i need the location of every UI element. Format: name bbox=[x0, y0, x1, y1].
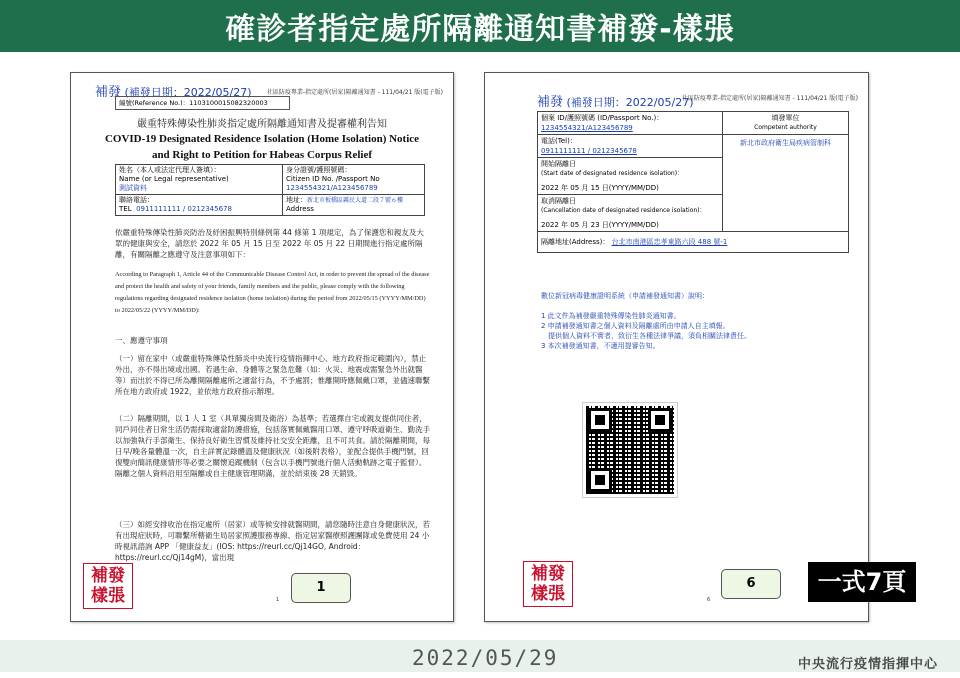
page-title: 確診者指定處所隔離通知書補發-樣張 bbox=[0, 0, 960, 52]
authority-label: 填發單位 bbox=[771, 114, 800, 122]
footer bbox=[0, 640, 960, 678]
address-cell bbox=[538, 232, 849, 253]
section-heading: 一、應遵守事項 bbox=[115, 336, 168, 345]
page-callout: 1 bbox=[291, 573, 351, 603]
page-number: 1 bbox=[276, 597, 280, 603]
id-label: 個案 ID/護照號碼 (ID/Passport No.)： bbox=[541, 114, 664, 122]
tel-cell bbox=[538, 135, 723, 158]
footer-org: 中央流行疫情指揮中心 bbox=[797, 657, 938, 672]
authority-value: 新北市政府衛生局疾病管制科 bbox=[740, 139, 831, 147]
start-date-label: 開始隔離日 bbox=[541, 160, 576, 168]
tel-value: 0911111111 / 0212345678 bbox=[136, 205, 232, 213]
qr-finder bbox=[648, 408, 672, 432]
cancel-date-cell bbox=[538, 195, 723, 232]
authority-cell bbox=[723, 112, 849, 135]
cancel-date-label-en: (Cancellation date of designated residence isolation)： bbox=[541, 207, 706, 214]
qr-finder bbox=[588, 468, 612, 492]
address-value: 台北市南港區忠孝東路六段 488 號-1 bbox=[611, 238, 728, 246]
address-cell bbox=[283, 195, 425, 216]
note-item: 2 申請補發通知書之個人資料及隔離處所由申請人自主填報。 bbox=[541, 322, 730, 330]
total-pages-label: 一式7頁 bbox=[808, 562, 916, 602]
reissue-stamp: 補發 樣張 bbox=[523, 561, 573, 607]
reissue-label: 補發 bbox=[537, 95, 564, 110]
start-date-label-en: (Start date of designated residence isolation)： bbox=[541, 170, 684, 177]
footer-strip bbox=[0, 672, 960, 678]
en-intro-paragraph: According to Paragraph 1, Article 44 of the Communicable Disease Control Act, in order to prevent the spread of the disease and protect the health and safety of your friends, family members and the public, please comply with the following regulations regarding designated residence isolation (home isolation) during the period from 2022/05/15 (YYYY/MM/DD) to 2022/05/22 (YYYY/MM/DD): bbox=[115, 271, 430, 314]
id-value: 1234554321/A123456789 bbox=[286, 184, 378, 192]
id-cell bbox=[538, 112, 723, 135]
id-cell bbox=[283, 165, 425, 195]
note-item: 3 本次補發通知書，不適用提審告知。 bbox=[541, 342, 660, 350]
reissue-label: 補發 bbox=[95, 85, 122, 100]
form-version: 社區防疫專業-指定處所(居家)隔離通知書 - 111/04/21 版(電子版) bbox=[266, 89, 443, 96]
tel-cell bbox=[116, 195, 283, 216]
en-title-line-1: COVID-19 Designated Residence Isolation (Home Isolation) Notice bbox=[104, 133, 420, 145]
en-title-line-2: and Right to Petition for Habeas Corpus Relief bbox=[151, 149, 373, 161]
notice-page-6 bbox=[484, 72, 869, 622]
cancel-date-value: 2022 年 05 月 23 日(YYYY/MM/DD) bbox=[541, 221, 659, 229]
id-value: 1234554321/A123456789 bbox=[541, 124, 633, 132]
tel-value: 0911111111 / 0212345678 bbox=[541, 147, 637, 155]
name-label-en: Name (or Legal representative) bbox=[119, 175, 229, 183]
footer-date: 2022/05/29 bbox=[412, 646, 559, 670]
form-version: 社區防疫專業-指定處所(居家)隔離通知書 - 111/04/21 版(電子版) bbox=[681, 95, 858, 102]
address-label: 地址： bbox=[286, 196, 307, 204]
id-label: 身分證號/護照號碼： bbox=[286, 166, 352, 174]
tel-label: 聯絡電話： bbox=[119, 196, 154, 204]
start-date-value: 2022 年 05 月 15 日(YYYY/MM/DD) bbox=[541, 184, 659, 192]
reissue-date: (補發日期：2022/05/27) bbox=[566, 96, 694, 109]
notice-page-1 bbox=[70, 72, 454, 622]
authority-value-cell bbox=[723, 135, 849, 232]
reissue-header bbox=[537, 91, 694, 110]
personal-info-table bbox=[115, 164, 425, 216]
reissue-date: (補發日期：2022/05/27) bbox=[124, 86, 252, 99]
address-label: 隔離地址(Address)： bbox=[541, 238, 610, 246]
address-label-en: Address bbox=[286, 205, 314, 213]
page-callout: 6 bbox=[721, 569, 781, 599]
name-cell bbox=[116, 165, 283, 195]
authority-label-en: Competent authority bbox=[754, 124, 817, 131]
note-item: 提供個人資料不實者，致衍生各種法律爭議，須負相關法律責任。 bbox=[541, 332, 751, 340]
qr-finder bbox=[588, 408, 612, 432]
zh-title: 嚴重特殊傳染性肺炎指定處所隔離通知書及提審權利告知 bbox=[137, 119, 387, 130]
name-value: 測試資料 bbox=[119, 184, 147, 192]
notes-list bbox=[541, 311, 851, 351]
start-date-cell bbox=[538, 158, 723, 195]
qr-code bbox=[583, 403, 677, 497]
zh-intro-paragraph: 依嚴重特殊傳染性肺炎防治及紓困振興特別條例第 44 條第 1 項規定，為了保護您和親友及大眾的健康與安全，請您於 2022 年 05 月 15 日至 2022 年 05 月 22 日期間進行指定處所隔離，有關隔離之應遵守及注意事項如下： bbox=[115, 228, 424, 259]
name-label: 姓名（本人或法定代理人簽填）： bbox=[119, 166, 221, 174]
cancel-date-label: 取消隔離日 bbox=[541, 197, 576, 205]
notes-title: 數位新冠病毒健康證明系統（申請補發通知書）說明： bbox=[541, 292, 709, 300]
reference-number: 編號(Reference No.)：1103100015082320003 bbox=[115, 96, 290, 110]
page-number: 6 bbox=[707, 597, 711, 603]
note-item: 1 此文件為補發嚴重特殊傳染性肺炎通知書。 bbox=[541, 312, 681, 320]
tel-label-en: TEL bbox=[119, 205, 132, 213]
address-value: 新北市板橋區縣民大道二段７號６樓 bbox=[307, 197, 404, 204]
reissue-stamp: 補發 樣張 bbox=[83, 563, 133, 609]
isolation-info-table bbox=[537, 111, 849, 253]
tel-label: 電話(Tel)： bbox=[541, 137, 577, 145]
rule-item-2: （二）隔離期間，以 1 人 1 室（具單獨房間及衛浴）為基準；若選擇自宅或親友提供同住者，同戶同住者日常生活仍需採取適當防護措施，包括落實佩戴醫用口罩、遵守呼吸道衛生、勤洗手以加強執行手部衛生、保持良好衛生習慣及維持社交安全距離，且不可共食。請於隔離期間，每日早/晚各量體溫一次，自主詳實記錄體溫及健康狀況（如後附表格），並配合提供手機門號，回復雙向簡訊健康情形等必要之關懷追蹤機制（包含以手機門號進行個人活動軌跡之電子監督）。隔離之個人資料沿用至隔離或自主健康管理期滿，並於結束後 28 天銷毀。 bbox=[115, 414, 430, 478]
id-label-en: Citizen ID No. /Passport No bbox=[286, 175, 380, 183]
rule-item-1: （一）留在家中（或嚴重特殊傳染性肺炎中央流行疫情指揮中心、地方政府指定範圍內），禁止外出，亦不得出境或出國。若遇生命、身體等之緊急危難（如：火災、地震或需緊急外出就醫等）而出於不得已所為離開隔離處所之適當行為，不予處罰；惟離開時應佩戴口罩，並儘速聯繫所在地方政府或 1922，並依地方政府指示辦理。 bbox=[115, 354, 430, 396]
rule-item-3: （三）如經安排收治在指定處所（居家）或等候安排就醫期間，請您隨時注意自身健康狀況，若有出現症狀時，可聯繫所轄衛生局居家照護服務專線、指定居家醫療照護團隊或免費使用 24 小時視訊諮詢 APP 「健康益友」(IOS: https://reurl.cc/Qj14GO, Android：https://reurl.cc/Qj14gM)，當出現 bbox=[115, 520, 430, 562]
